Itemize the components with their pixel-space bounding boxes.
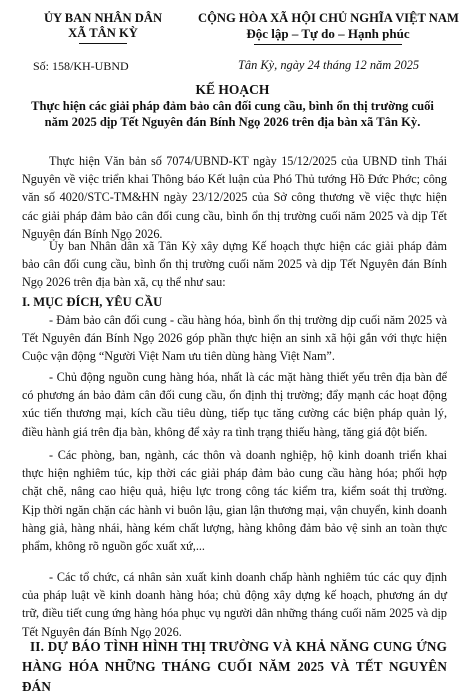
national-title: CỘNG HÒA XÃ HỘI CHỦ NGHĨA VIỆT NAM <box>198 11 459 25</box>
national-motto-block <box>198 11 458 45</box>
motto-underline <box>254 44 402 45</box>
issuing-authority-line-2: XÃ TÂN KỲ <box>68 26 138 40</box>
national-motto: Độc lập – Tự do – Hạnh phúc <box>246 26 410 41</box>
issuing-authority-line-1: ỦY BAN NHÂN DÂN <box>43 11 163 25</box>
section-1-item-2: - Chủ động nguồn cung hàng hóa, nhất là các mặt hàng thiết yếu trên địa bàn để có phương án bảo đảm cân đối cung cầu, ổn định thị trường; đẩy mạnh các hoạt động xúc tiến thương mại, kích cầu tiêu dùng, tiếp tục tăng cường các biện pháp quản lý, điều hành giá trên địa bàn, không để xảy ra tình trạng thiếu hàng, tăng giá đột biến. <box>22 370 447 439</box>
authority-underline <box>79 43 127 44</box>
section-1-item-1: - Đảm bảo cân đối cung - cầu hàng hóa, bình ổn thị trường dịp cuối năm 2025 và Tết Nguyên đán Bính Ngọ 2026 góp phần thực hiện an sinh xã hội gắn với thực hiện Cuộc vận động “Người Việt Nam ưu tiên dùng hàng Việt Nam”. <box>22 313 447 364</box>
document-number: Số: 158/KH-UBND <box>33 59 129 73</box>
section-2-heading: II. DỰ BÁO TÌNH HÌNH THỊ TRƯỜNG VÀ KHẢ NĂNG CUNG ỨNG HÀNG HÓA NHỮNG THÁNG CUỐI NĂM 2025 VÀ TẾT NGUYÊN ĐÁN <box>22 639 447 694</box>
place-and-date: Tân Kỳ, ngày 24 tháng 12 năm 2025 <box>238 58 420 72</box>
issuing-authority-block <box>18 11 188 44</box>
section-1-heading: I. MỤC ĐÍCH, YÊU CẦU <box>22 295 163 309</box>
intro-paragraph-2: Ủy ban Nhân dân xã Tân Kỳ xây dựng Kế hoạch thực hiện các giải pháp đảm bảo cân đối cung cầu, bình ổn thị trường cuối năm 2025 và dịp Tết Nguyên đán Bính Ngọ 2026 trên địa bàn xã, cụ thể như sau: <box>22 239 447 290</box>
section-1-item-4: - Các tổ chức, cá nhân sản xuất kinh doanh chấp hành nghiêm túc các quy định của pháp luật về kinh doanh hàng hóa; chủ động xây dựng kế hoạch, phương án dự trữ, điều tiết cung ứng hàng hóa phục vụ người dân những tháng cuối năm 2025 và dịp Tết Nguyên đán Bính Ngọ 2026. <box>22 570 447 639</box>
document-subject: Thực hiện các giải pháp đảm bảo cân đối cung cầu, bình ổn thị trường cuối năm 2025 dịp Tết Nguyên đán Bính Ngọ 2026 trên địa bàn xã Tân Kỳ. <box>31 99 434 129</box>
document-type-title: KẾ HOẠCH <box>195 82 270 97</box>
section-1-item-3: - Các phòng, ban, ngành, các thôn và doanh nghiệp, hộ kinh doanh triển khai thực hiện nghiêm túc, kịp thời các giải pháp đảm bảo cung cầu hàng hóa; phối hợp chặt chẽ, nâng cao hiệu quả, hiệu lực trong công tác kiểm tra, kiểm soát thị trường. Kịp thời ngăn chặn các hành vi buôn lậu, gian lận thương mại, vận chuyển, kinh doanh hàng giả, hàng nhái, hàng kém chất lượng, hàng không đảm bảo vệ sinh an toàn thực phẩm, không rõ nguồn gốc xuất xứ,... <box>22 448 447 554</box>
intro-paragraph-1: Thực hiện Văn bản số 7074/UBND-KT ngày 15/12/2025 của UBND tỉnh Thái Nguyên về việc triển khai Thông báo Kết luận của Phó Thủ tướng Hồ Đức Phớc; công văn số 4020/STC-TM&HN ngày 23/12/2025 của Sở công thương về việc thực hiện các giải pháp đảm bảo cân đối cung cầu, bình ổn thị trường cuối năm 2025 và dịp Tết Nguyên đán Bính Ngọ 2026. <box>22 154 447 241</box>
